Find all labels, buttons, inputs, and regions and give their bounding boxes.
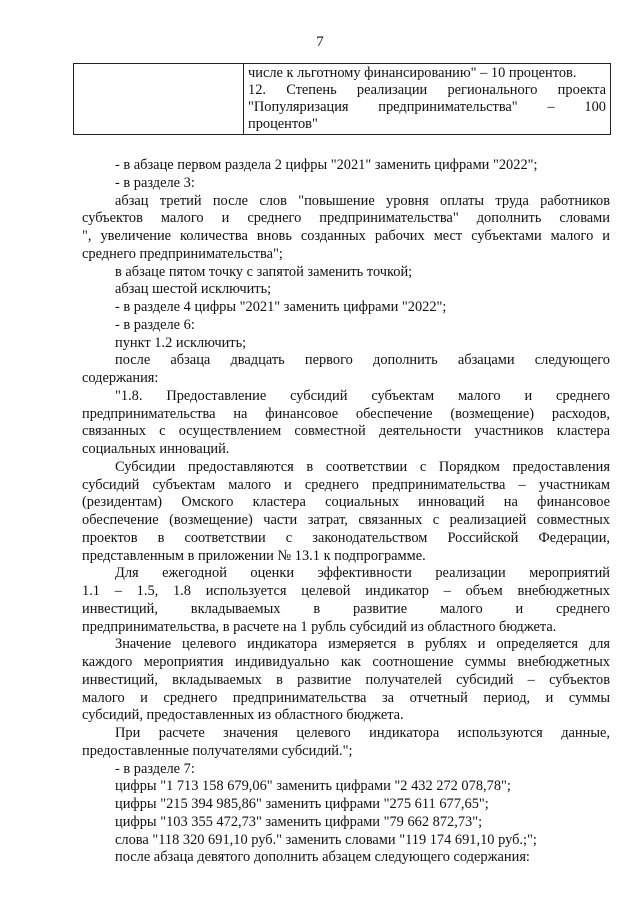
paragraph-line: - в разделе 6: [115, 316, 195, 333]
page-number: 7 [316, 34, 324, 50]
paragraph-line: среднего предпринимательства"; [82, 245, 283, 262]
table-line: процентов" [248, 116, 318, 132]
paragraph-line: после абзаца двадцать первого дополнить абзацами следующего [115, 352, 610, 369]
paragraph-line: представленным в приложении № 13.1 к подпрограмме. [82, 547, 426, 564]
paragraph-line: цифры "1 713 158 679,06" заменить цифрами "2 432 272 078,78"; [115, 778, 511, 795]
table-cell-empty [74, 64, 244, 135]
paragraph-line: - в разделе 4 цифры "2021" заменить цифрами "2022"; [115, 299, 447, 315]
paragraph-line: субсидий, предоставленных из областного бюджета. [82, 707, 404, 724]
table-line: 12. Степень реализации регионального проекта [248, 82, 606, 98]
paragraph-line: цифры "103 355 472,73" заменить цифрами "79 662 872,73"; [115, 813, 483, 830]
paragraph-line: "1.8. Предоставление субсидий субъектам малого и среднего [115, 387, 610, 404]
paragraph-line: - в разделе 3: [115, 174, 195, 191]
paragraph-line: слова "118 320 691,10 руб." заменить словами "119 174 691,10 руб.;"; [115, 831, 537, 848]
paragraph-line: пункт 1.2 исключить; [115, 334, 247, 351]
paragraph-line: субъектов малого и среднего предпринимательства" дополнить словами [82, 210, 610, 227]
document-body [82, 157, 610, 867]
paragraph-line: в абзаце пятом точку с запятой заменить точкой; [115, 263, 413, 280]
paragraph-line: предпринимательства на финансовое обеспечение (возмещение) расходов, [82, 405, 610, 422]
paragraph-line: цифры "215 394 985,86" заменить цифрами "275 611 677,65"; [115, 796, 489, 812]
paragraph-line: социальных инноваций. [82, 441, 230, 457]
paragraph-line: после абзаца девятого дополнить абзацем следующего содержания: [115, 849, 530, 866]
paragraph-line: Значение целевого индикатора измеряется в рублях и определяется для [115, 636, 610, 653]
paragraph-line: содержания: [82, 370, 159, 386]
paragraph-line: Для ежегодной оценки эффективности реализации мероприятий [115, 565, 610, 582]
paragraph-line: проектов в соответствии с законодательством Российской Федерации, [82, 529, 610, 546]
table-line: числе к льготному финансированию" – 10 процентов. [248, 65, 577, 81]
paragraph-line: (резидентам) Омского кластера социальных инноваций на финансовое [82, 494, 610, 511]
paragraph-line: абзац шестой исключить; [115, 281, 272, 298]
paragraph-line: каждого мероприятия индивидуально как соотношение суммы внебюджетных [82, 654, 610, 670]
table-fragment [73, 63, 611, 135]
paragraph-line: субсидий субъектам малого и среднего предпринимательства – участникам [82, 476, 610, 493]
table-cell-text [244, 64, 611, 135]
table-line: "Популяризация предпринимательства" – 100 [248, 99, 606, 115]
paragraph-line: ", увеличение количества вновь созданных рабочих мест субъектами малого и [82, 228, 610, 244]
paragraph-line: 1.1 – 1.5, 1.8 используется целевой индикатор – объем внебюджетных [82, 583, 610, 599]
paragraph-line: предпринимательства, в расчете на 1 рубль субсидий из областного бюджета. [82, 618, 557, 635]
paragraph-line: инвестиций, вкладываемых в развитие получателей субсидий – субъектов [82, 671, 610, 688]
paragraph-line: предоставленные получателями субсидий."; [82, 742, 353, 759]
paragraph-line: При расчете значения целевого индикатора используются данные, [115, 725, 610, 741]
paragraph-line: абзац третий после слов "повышение уровня оплаты труда работников [115, 192, 610, 209]
paragraph-line: малого и среднего предпринимательства за отчетный период, и суммы [82, 689, 610, 706]
paragraph-line: связанных с осуществлением совместной деятельности участников кластера [82, 423, 610, 440]
paragraph-line: Субсидии предоставляются в соответствии с Порядком предоставления [115, 458, 610, 475]
paragraph-line: инвестиций, вкладываемых в развитие малого и среднего [82, 600, 610, 617]
paragraph-line: обеспечение (возмещение) части затрат, связанных с реализацией совместных [82, 512, 610, 528]
paragraph-line: - в разделе 7: [115, 760, 195, 777]
paragraph-line: - в абзаце первом раздела 2 цифры "2021" заменить цифрами "2022"; [115, 157, 538, 173]
